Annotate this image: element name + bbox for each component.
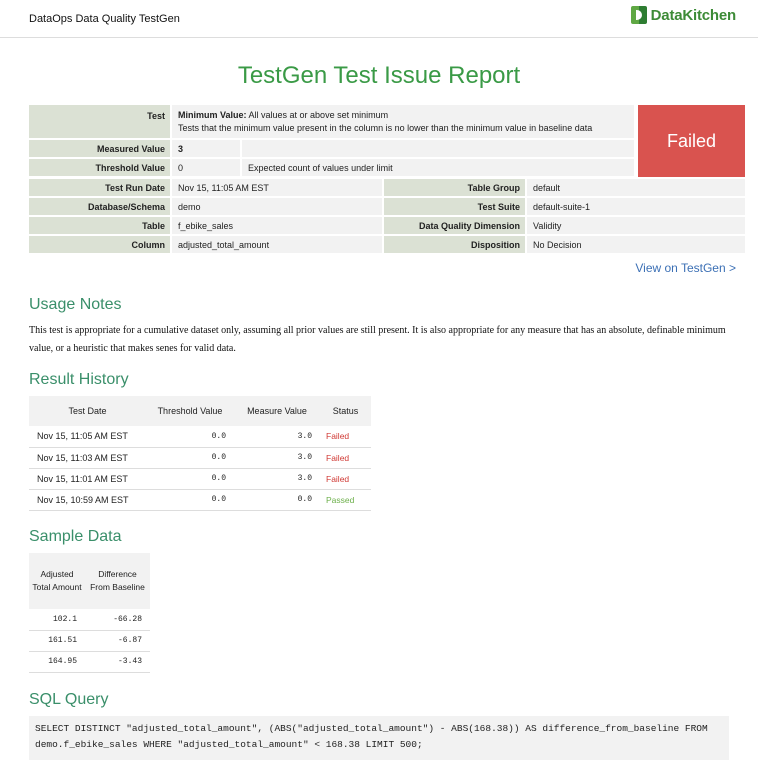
- history-status: Passed: [320, 489, 371, 510]
- table-group-label: Table Group: [384, 179, 525, 196]
- column-header-measure: Measure Value: [234, 396, 320, 426]
- test-suite-label: Test Suite: [384, 198, 525, 215]
- table-row: [29, 468, 371, 489]
- column-header-test-date: Test Date: [29, 396, 146, 426]
- database-schema-value: demo: [172, 198, 382, 215]
- sql-query-code: SELECT DISTINCT "adjusted_total_amount", (ABS("adjusted_total_amount") - ABS(168.38)) AS difference_from_baseline FROM demo.f_ebike_sales WHERE "adjusted_total_amount" < 168.38 LIMIT 500;: [29, 716, 729, 760]
- history-measure: 3.0: [234, 426, 320, 447]
- test-short-description: All values at or above set minimum: [246, 109, 389, 120]
- table-header-row: [29, 396, 371, 426]
- usage-notes-text: This test is appropriate for a cumulative dataset only, assuming all prior values are still present. It is also appropriate for any measure that has an absolute, definable minimum value, or a heuristic that makes senes for valid data.: [29, 325, 726, 354]
- database-schema-label: Database/Schema: [29, 198, 170, 215]
- dq-dimension-value: Validity: [527, 217, 745, 234]
- history-status: Failed: [320, 447, 371, 468]
- status-badge: Failed: [638, 105, 745, 177]
- history-status: Failed: [320, 426, 371, 447]
- column-value: adjusted_total_amount: [172, 236, 382, 253]
- view-on-testgen-link[interactable]: View on TestGen >: [635, 261, 736, 275]
- sample-value: 102.1: [29, 609, 85, 630]
- threshold-description: Expected count of values under limit: [242, 159, 634, 176]
- threshold-value: 0: [172, 159, 240, 176]
- history-threshold: 0.0: [146, 426, 234, 447]
- test-long-description: Tests that the minimum value present in the column is no lower than the minimum value in baseline data: [178, 122, 593, 133]
- table-row: [29, 630, 150, 651]
- test-suite-value: default-suite-1: [527, 198, 745, 215]
- history-date: Nov 15, 11:03 AM EST: [29, 447, 146, 468]
- result-history-table: [29, 396, 371, 511]
- measured-value-label: Measured Value: [29, 140, 170, 157]
- table-value: f_ebike_sales: [172, 217, 382, 234]
- table-row: [29, 426, 371, 447]
- measured-value-note: [242, 140, 634, 157]
- history-date: Nov 15, 11:01 AM EST: [29, 468, 146, 489]
- history-status: Failed: [320, 468, 371, 489]
- history-threshold: 0.0: [146, 447, 234, 468]
- sample-value: 164.95: [29, 651, 85, 672]
- table-row: [29, 609, 150, 630]
- test-name: Minimum Value:: [178, 109, 247, 120]
- table-row: [29, 651, 150, 672]
- test-description-cell: [172, 105, 634, 138]
- history-measure: 3.0: [234, 468, 320, 489]
- sample-difference: -3.43: [85, 651, 150, 672]
- history-date: Nov 15, 10:59 AM EST: [29, 489, 146, 510]
- brand-name: DataKitchen: [650, 6, 736, 24]
- sql-query-heading: SQL Query: [29, 691, 109, 708]
- sample-difference: -66.28: [85, 609, 150, 630]
- test-label: Test: [29, 105, 170, 138]
- datakitchen-logo: [631, 6, 736, 24]
- run-date-value: Nov 15, 11:05 AM EST: [172, 179, 382, 196]
- measured-value: 3: [172, 140, 240, 157]
- datakitchen-logo-icon: [631, 6, 647, 24]
- sample-data-table: [29, 553, 150, 673]
- column-header-difference: Difference From Baseline: [85, 553, 150, 609]
- column-label: Column: [29, 236, 170, 253]
- table-row: [29, 447, 371, 468]
- sample-value: 161.51: [29, 630, 85, 651]
- app-title: DataOps Data Quality TestGen: [29, 13, 180, 25]
- disposition-value: No Decision: [527, 236, 745, 253]
- result-history-heading: Result History: [29, 371, 129, 388]
- disposition-label: Disposition: [384, 236, 525, 253]
- usage-notes-heading: Usage Notes: [29, 296, 122, 313]
- page-title: TestGen Test Issue Report: [237, 62, 521, 89]
- column-header-status: Status: [320, 396, 371, 426]
- table-row: [29, 489, 371, 510]
- run-date-label: Test Run Date: [29, 179, 170, 196]
- history-threshold: 0.0: [146, 468, 234, 489]
- history-date: Nov 15, 11:05 AM EST: [29, 426, 146, 447]
- table-header-row: [29, 553, 150, 609]
- history-measure: 3.0: [234, 447, 320, 468]
- sample-difference: -6.87: [85, 630, 150, 651]
- column-header-threshold: Threshold Value: [146, 396, 234, 426]
- table-label: Table: [29, 217, 170, 234]
- table-group-value: default: [527, 179, 745, 196]
- column-header-adjusted-total: Adjusted Total Amount: [29, 553, 85, 609]
- threshold-value-label: Threshold Value: [29, 159, 170, 176]
- sample-data-heading: Sample Data: [29, 528, 122, 545]
- dq-dimension-label: Data Quality Dimension: [384, 217, 525, 234]
- history-threshold: 0.0: [146, 489, 234, 510]
- history-measure: 0.0: [234, 489, 320, 510]
- report-header: [0, 0, 758, 38]
